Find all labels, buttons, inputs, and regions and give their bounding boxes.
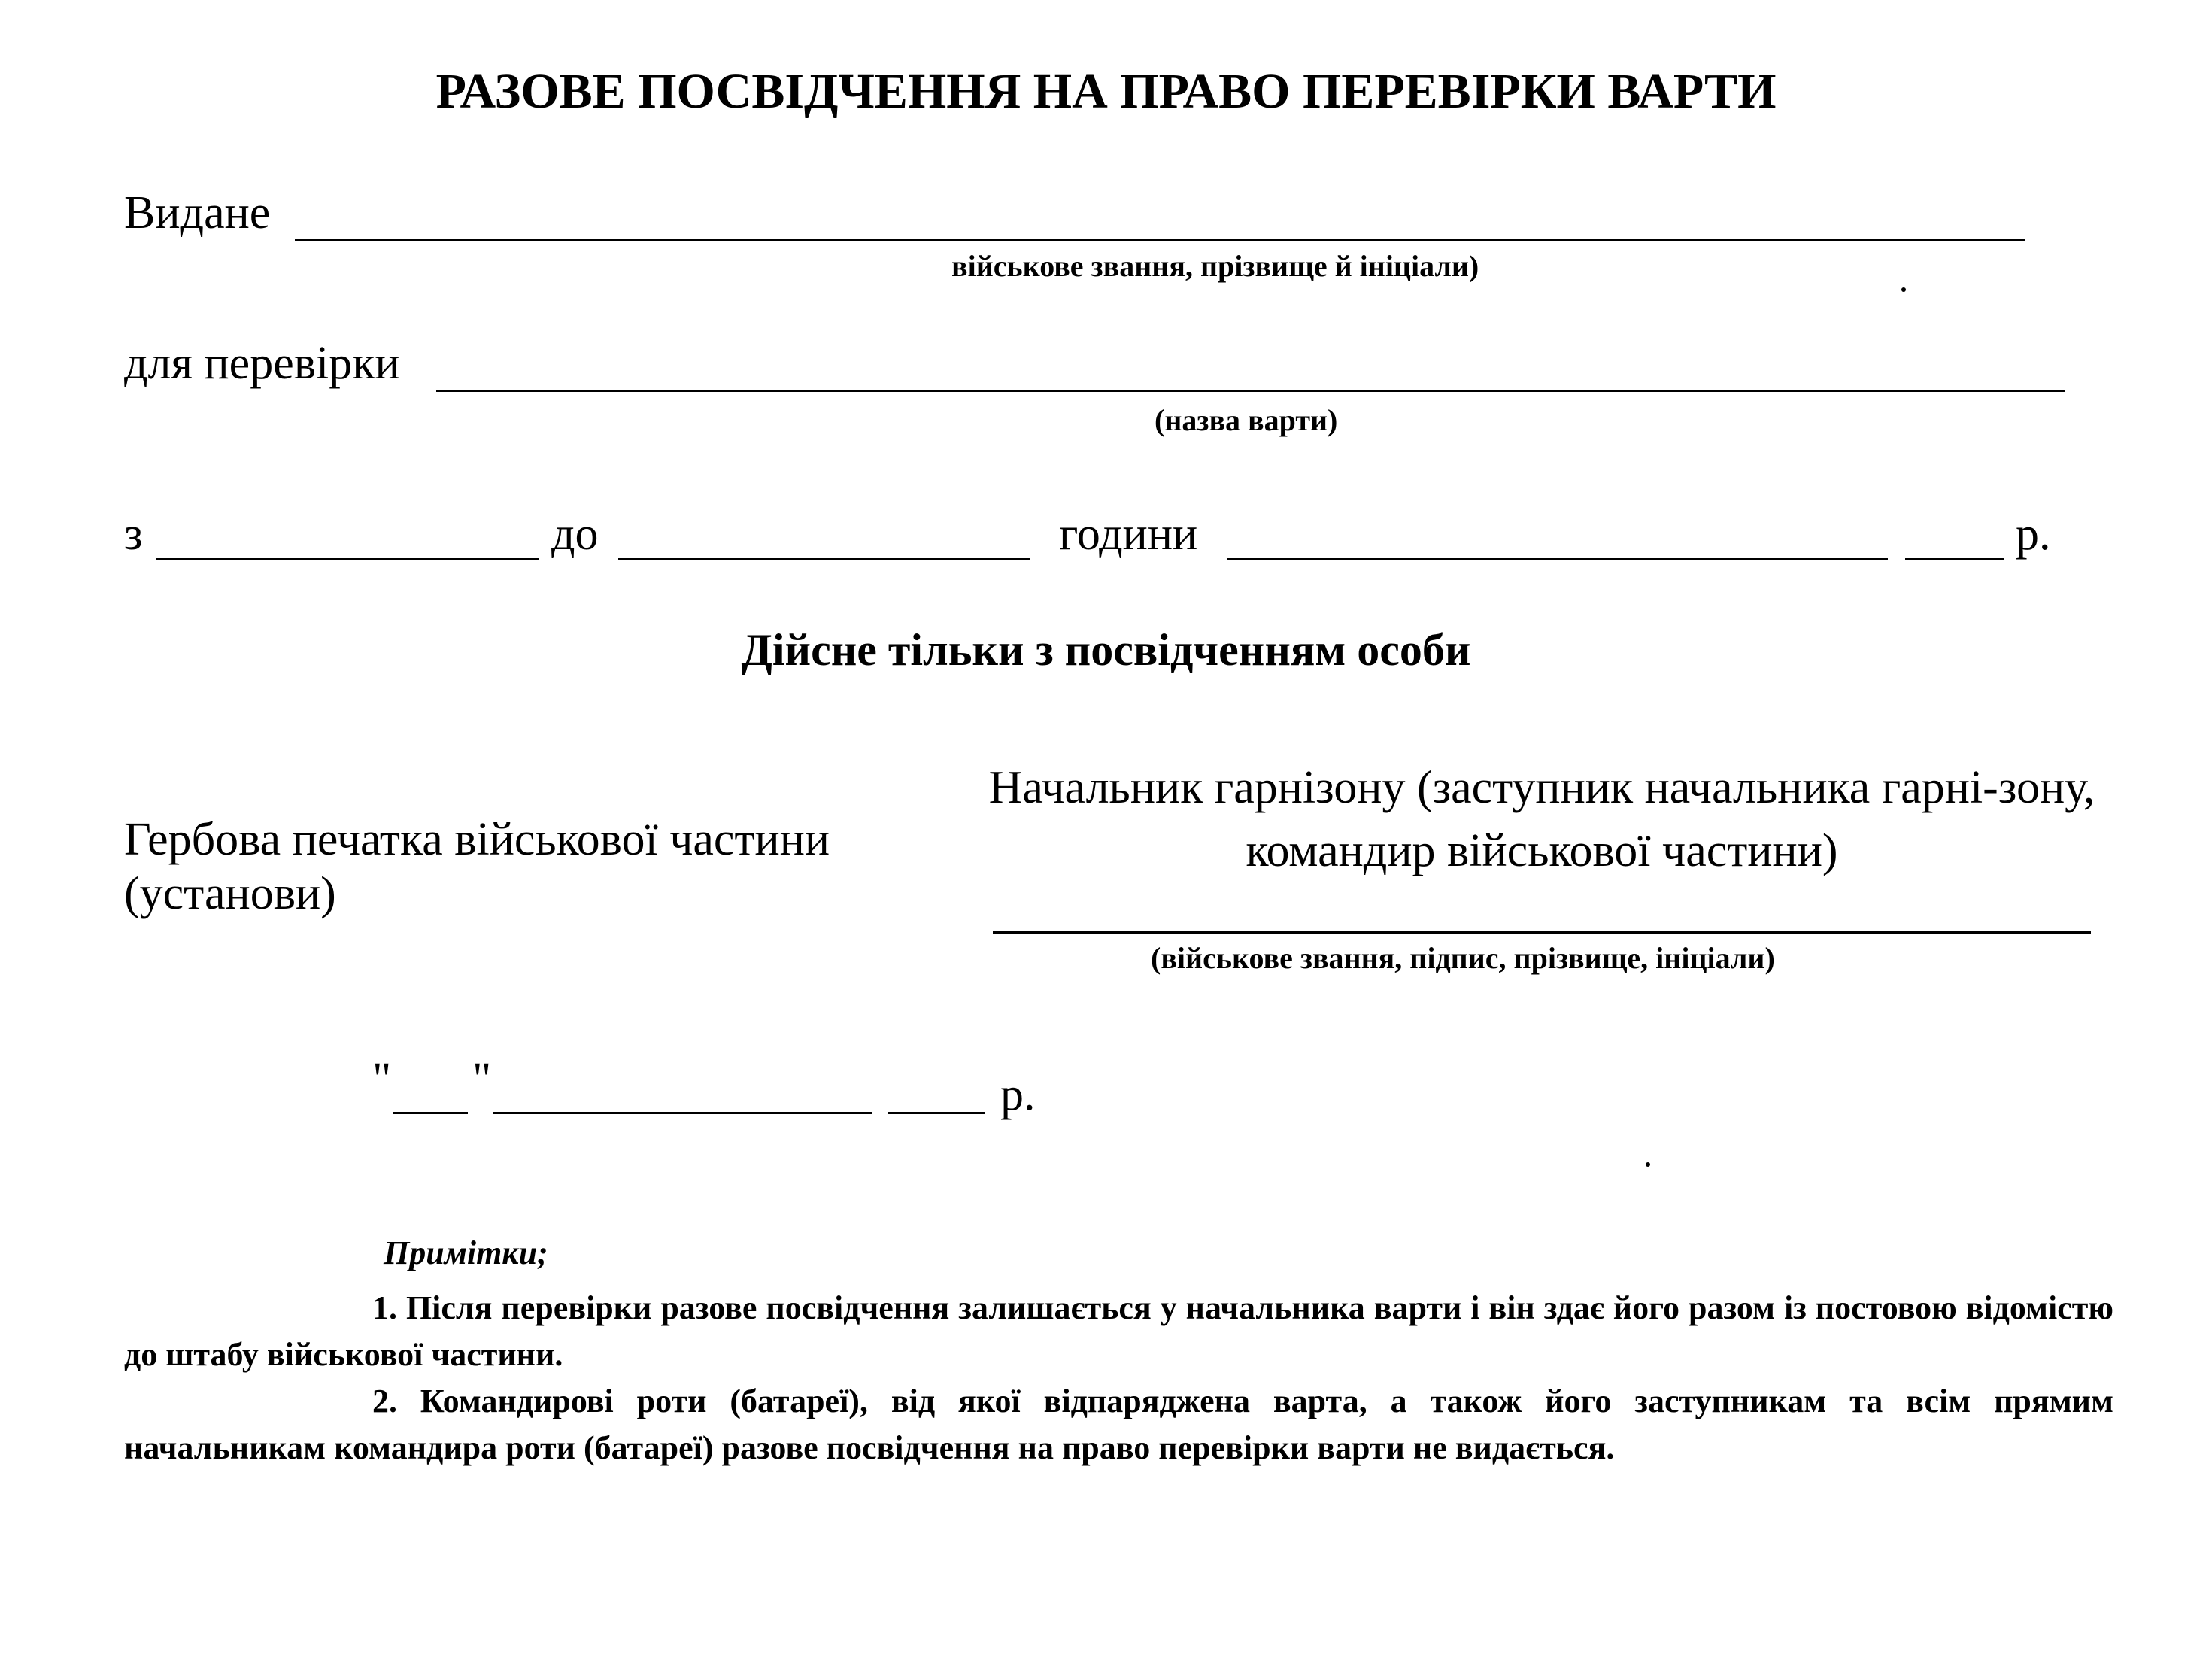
note-1-text: 1. Після перевірки разове посвідчення залишається у начальника варти і він здає його разом із постовою відомістю до штабу військової частини. — [124, 1289, 2113, 1373]
validity-note: Дійсне тільки з посвідченням особи — [741, 625, 1471, 675]
check-line[interactable] — [436, 390, 2065, 392]
year-suffix: р. — [2016, 509, 2051, 560]
to-label: до — [551, 509, 599, 560]
from-label: з — [124, 509, 143, 560]
day-line[interactable] — [393, 1112, 468, 1114]
issued-label: Видане — [124, 187, 271, 238]
document-title: РАЗОВЕ ПОСВІДЧЕННЯ НА ПРАВО ПЕРЕВІРКИ ВАРТИ — [435, 64, 1777, 119]
to-line[interactable] — [618, 558, 1030, 560]
hours-line[interactable] — [1227, 558, 1888, 560]
scan-speck — [1901, 287, 1906, 292]
check-caption: (назва варти) — [1155, 403, 1338, 437]
chief-title: Начальник гарнізону (заступник начальника гарні-зону, командир військової частини) — [988, 762, 2095, 876]
date-year-line[interactable] — [888, 1112, 985, 1114]
note-2-text: 2. Командирові роти (батареї), від якої відпаряджена варта, а також його заступникам та всім прямим начальникам командира роти (батареї) разове посвідчення на право перевірки варти не видається. — [124, 1383, 2113, 1466]
issued-line[interactable] — [295, 239, 2025, 241]
seal-label: Гербова печатка військової частини (установи) — [124, 814, 830, 919]
date-open-quote: " — [372, 1054, 392, 1105]
note-2 — [124, 1378, 2113, 1471]
signature-caption: (військове звання, підпис, прізвище, ініціали) — [1151, 941, 1775, 975]
hours-label: години — [1059, 509, 1198, 560]
notes-title: Примітки; — [384, 1234, 548, 1271]
scan-speck — [1646, 1162, 1650, 1167]
check-label: для перевірки — [124, 338, 400, 389]
date-close-quote: " — [472, 1054, 492, 1105]
signature-line[interactable] — [993, 931, 2091, 934]
date-year-suffix: р. — [1000, 1069, 1036, 1120]
year-line[interactable] — [1905, 558, 2004, 560]
note-1 — [124, 1285, 2113, 1378]
from-line[interactable] — [156, 558, 539, 560]
month-line[interactable] — [493, 1112, 872, 1114]
issued-caption: військове звання, прізвище й ініціали) — [951, 249, 1479, 283]
